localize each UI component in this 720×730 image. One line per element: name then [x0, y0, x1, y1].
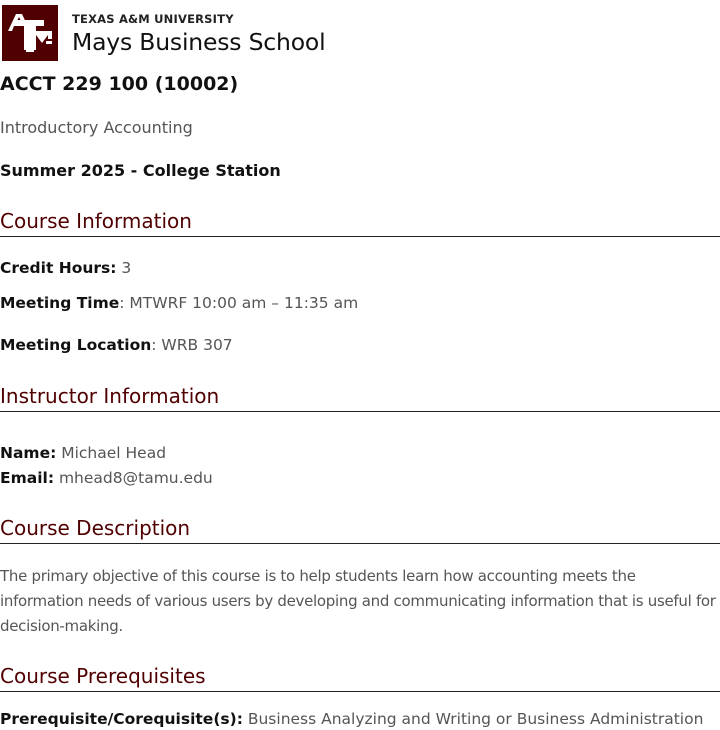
- prerequisites-row: [0, 708, 703, 730]
- course-code: ACCT 229 100 (10002): [0, 73, 239, 95]
- prerequisites-label: Prerequisite/Corequisite(s):: [0, 710, 243, 728]
- credit-hours-row: [0, 258, 131, 278]
- brand-header: [2, 5, 325, 62]
- course-description-text: The primary objective of this course is to help students learn how accounting meets the information needs of various users by developing and communicating information that is useful for decision-making.: [0, 567, 716, 635]
- course-title: Introductory Accounting: [0, 118, 193, 137]
- meeting-time-value: : MTWRF 10:00 am – 11:35 am: [119, 294, 359, 312]
- credit-hours-label: Credit Hours:: [0, 259, 117, 277]
- meeting-time-row: [0, 293, 358, 313]
- section-heading-course-prerequisites: Course Prerequisites: [0, 663, 720, 692]
- section-heading-course-information: Course Information: [0, 208, 720, 237]
- instructor-email-row: [0, 468, 213, 488]
- instructor-email-value[interactable]: mhead8@tamu.edu: [54, 469, 213, 487]
- credit-hours-value: 3: [116, 259, 132, 277]
- instructor-name-row: [0, 443, 166, 463]
- university-name: TEXAS A&M UNIVERSITY: [72, 12, 234, 26]
- instructor-email-label: Email:: [0, 469, 55, 487]
- meeting-location-label: Meeting Location: [0, 336, 152, 354]
- meeting-location-value: : WRB 307: [151, 336, 233, 354]
- meeting-location-row: [0, 335, 233, 355]
- instructor-name-label: Name:: [0, 444, 57, 462]
- atm-logo-icon: [6, 11, 54, 55]
- section-heading-instructor-information: Instructor Information: [0, 383, 720, 412]
- prerequisites-value: Business Analyzing and Writing or Business Administration: [242, 710, 704, 728]
- section-heading-course-description: Course Description: [0, 515, 720, 544]
- instructor-name-value: Michael Head: [56, 444, 167, 462]
- school-name: Mays Business School: [72, 28, 326, 56]
- course-term: Summer 2025 - College Station: [0, 161, 281, 180]
- texas-am-logo[interactable]: [2, 5, 58, 61]
- meeting-time-label: Meeting Time: [0, 294, 120, 312]
